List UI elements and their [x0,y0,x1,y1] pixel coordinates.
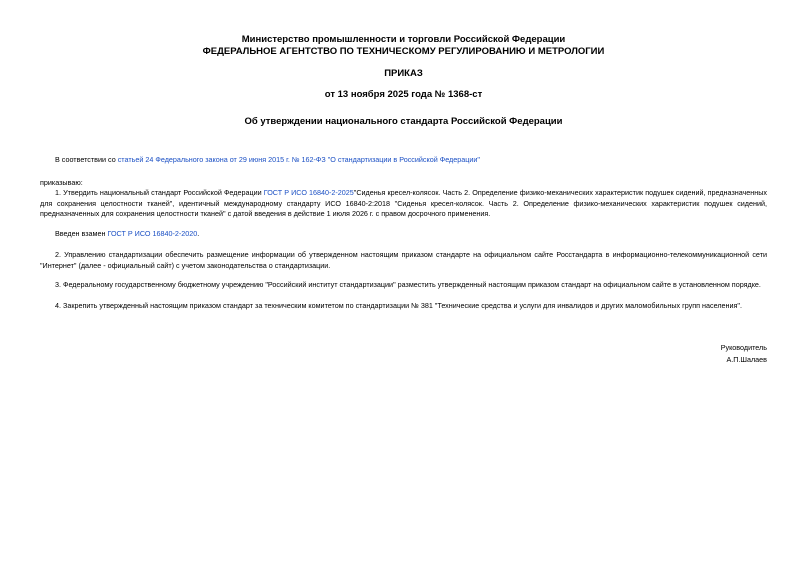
item-4-paragraph: 4. Закрепить утвержденный настоящим приказом стандарт за техническим комитетом по стандартизации № 381 "Технические средства и услуги для инвалидов и других маломобильных групп населения". [55,301,742,310]
document-type: ПРИКАЗ [384,68,423,79]
basis-prefix: В соответствии со [55,155,118,164]
ministry-name: Министерство промышленности и торговли Российской Федерации [241,34,566,45]
item-1-prefix: 1. Утвердить национальный стандарт Российской Федерации [55,188,264,197]
item-3-paragraph: 3. Федеральному государственному бюджетному учреждению "Российский институт стандартизации" разместить утвержденный настоящим приказом стандарт на официальном сайте в установленном порядке. [55,280,761,289]
standard-link[interactable]: ГОСТ Р ИСО 16840-2-2025 [263,188,354,197]
agency-name: ФЕДЕРАЛЬНОЕ АГЕНТСТВО ПО ТЕХНИЧЕСКОМУ РЕГУЛИРОВАНИЮ И МЕТРОЛОГИИ [202,46,605,57]
item-1-paragraph [40,188,767,220]
order-subject: Об утверждении национального стандарта Российской Федерации [244,116,563,127]
replaced-suffix: . [197,229,200,238]
order-date-number: от 13 ноября 2025 года № 1368-ст [324,89,483,100]
replaced-standard-link[interactable]: ГОСТ Р ИСО 16840-2-2020 [107,229,198,238]
replaced-paragraph [40,229,767,240]
orders-word: приказываю: [40,178,83,187]
item-1-text: "Сиденья кресел-колясок. Часть 2. Определение физико-механических характеристик подушек сидений, предназначенных для сохранения целостности тканей", идентичный международному стандарту ИСО 16840-2:2018 "Сиденья кресел-колясок. Часть 2. Определение физико-механических характеристик подушек сидений, предназначенных для сохранения целостности тканей" с датой введения в действие 1 июля 2026 г. с правом досрочного применения. [40,188,767,218]
replaced-prefix: Введен взамен [55,229,108,238]
basis-paragraph [40,155,767,166]
item-2-paragraph: 2. Управлению стандартизации обеспечить размещение информации об утвержденном настоящим приказом стандарте на официальном сайте Росстандарта в информационно-телекоммуникационной сети "Интернет" (далее - официальный сайт) с учетом законодательства о стандартизации. [40,250,767,270]
signatory-name: А.П.Шалаев [726,355,767,364]
signatory-position: Руководитель [720,343,767,352]
law-article-link[interactable]: статьей 24 Федерального закона от 29 июня 2015 г. № 162-ФЗ "О стандартизации в Российской Федерации" [117,155,480,164]
